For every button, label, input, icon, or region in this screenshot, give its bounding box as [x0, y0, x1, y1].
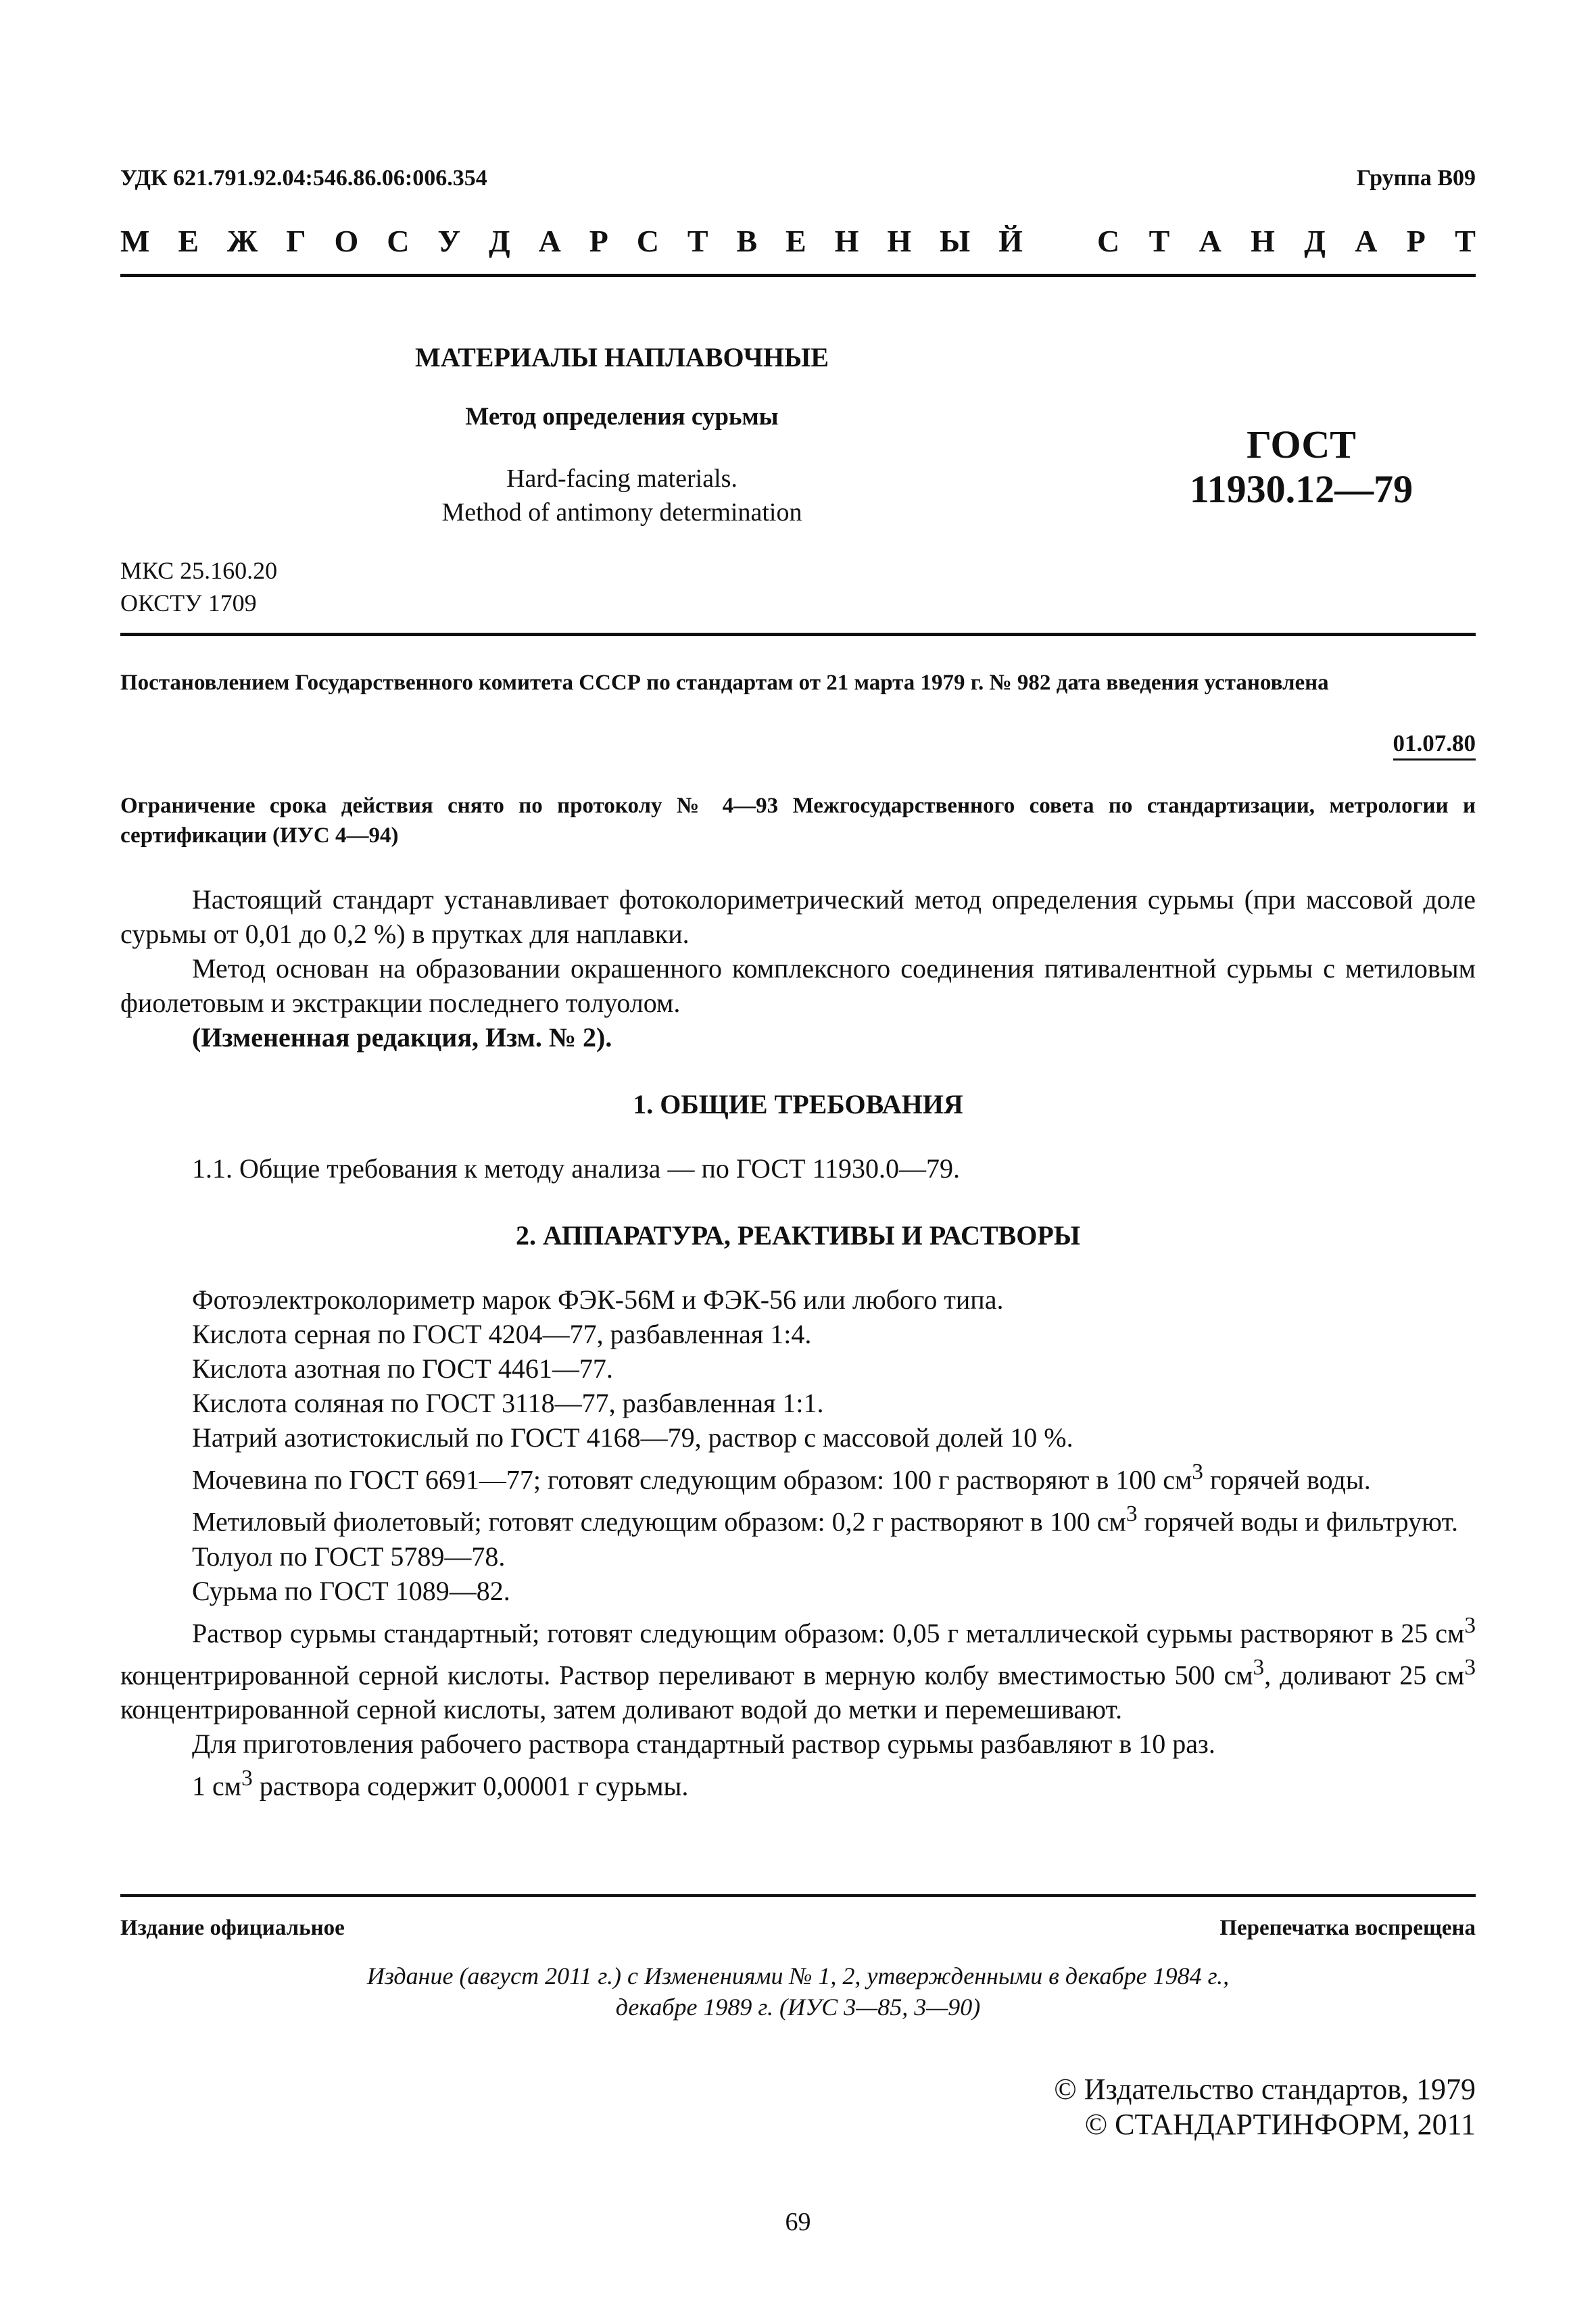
- header-rule: [120, 274, 1476, 277]
- footer-rule: [120, 1894, 1476, 1897]
- banner-letter: С: [1097, 224, 1120, 258]
- gost-number: 11930.12—79: [1189, 467, 1413, 511]
- page-number: 69: [785, 2208, 811, 2236]
- amendment-note: (Измененная редакция, Изм. № 2).: [192, 1022, 612, 1053]
- banner-letter: М: [120, 224, 150, 258]
- reagent-line: Кислота азотная по ГОСТ 4461—77.: [192, 1353, 613, 1384]
- section-1-heading: 1. ОБЩИЕ ТРЕБОВАНИЯ: [633, 1089, 963, 1119]
- banner-letter: Т: [687, 224, 708, 258]
- banner-letter: Н: [1251, 224, 1275, 258]
- reagent-line-urea: Мочевина по ГОСТ 6691—77; готовят следующим образом: 100 г растворяют в 100 $см^3$ горячей воды.: [192, 1459, 1371, 1495]
- document-body: [120, 882, 1476, 1804]
- banner-letter: А: [1355, 224, 1378, 258]
- edition-note: [120, 1960, 1476, 2023]
- intro-paragraph-1: Настоящий стандарт устанавливает фотоколориметрический метод определения сурьмы (при массовой доле сурьмы от 0,01 до 0,2 %) в прутках для наплавки.: [120, 884, 1476, 949]
- gost-label: ГОСТ: [1247, 423, 1356, 466]
- banner-letter: Е: [178, 224, 199, 258]
- standard-solution-paragraph: Раствор сурьмы стандартный; готовят следующим образом: 0,05 г металлической сурьмы растворяют в 25 $см^3$ концентрированной серной кислоты. Раствор переливают в мерную колбу вместимостью 500 $см^3$, доливают 25 $см^3$ концентрированной серной кислоты, затем доливают водой до метки и перемешивают.: [120, 1612, 1476, 1725]
- banner-letter: А: [1199, 224, 1222, 258]
- official-edition-label: Издание официальное: [120, 1916, 345, 1940]
- banner-letter: Д: [489, 224, 510, 258]
- banner-letter: В: [736, 224, 758, 258]
- intro-paragraph-2: Метод основан на образовании окрашенного комплексного соединения пятивалентной сурьмы с метиловым фиолетовым и экстракции последнего толуолом.: [120, 953, 1476, 1018]
- banner-letter: А: [538, 224, 561, 258]
- banner-letter: Ж: [226, 224, 258, 258]
- standard-banner: [120, 223, 1476, 259]
- reagent-line: Толуол по ГОСТ 5789—78.: [192, 1541, 506, 1572]
- banner-letter: Н: [834, 224, 859, 258]
- udk-code: УДК 621.791.92.04:546.86.06:006.354: [120, 166, 487, 191]
- banner-word-interstate: [120, 223, 1023, 259]
- decree-text: Постановлением Государственного комитета СССР по стандартам от 21 марта 1979 г. № 982 дата введения установлена: [120, 671, 1329, 695]
- english-title-line1: Hard-facing materials.: [506, 464, 737, 493]
- edition-note-line1: Издание (август 2011 г.) с Изменениями № 1, 2, утвержденными в декабре 1984 г.,: [366, 1962, 1230, 1989]
- banner-letter: Й: [998, 224, 1023, 258]
- reagent-line: Натрий азотистокислый по ГОСТ 4168—79, раствор с массовой долей 10 %.: [192, 1422, 1073, 1453]
- banner-letter: У: [437, 224, 461, 258]
- concentration-line: 1 $см^3$ раствора содержит 0,00001 г сурьмы.: [192, 1766, 689, 1802]
- banner-letter: Т: [1148, 224, 1170, 258]
- banner-letter: Г: [286, 224, 306, 258]
- mks-code: МКС 25.160.20: [120, 557, 278, 584]
- title-rule: [120, 633, 1476, 636]
- banner-letter: С: [387, 224, 410, 258]
- reagent-line-methyl-violet: Метиловый фиолетовый; готовят следующим образом: 0,2 г растворяют в 100 $см^3$ горячей воды и фильтруют.: [192, 1501, 1458, 1537]
- copyright-block: [1054, 2072, 1476, 2142]
- working-solution-line: Для приготовления рабочего раствора стандартный раствор сурьмы разбавляют в 10 раз.: [192, 1729, 1215, 1760]
- edition-note-line2: декабре 1989 г. (ИУС 3—85, 3—90): [615, 1994, 981, 2021]
- banner-letter: Д: [1304, 224, 1326, 258]
- gost-designation: [1142, 423, 1460, 512]
- limitation-note: Ограничение срока действия снято по протоколу № 4—93 Межгосударственного совета по стандартизации, метрологии и сертификации (ИУС 4—94): [120, 794, 1476, 848]
- banner-letter: Р: [589, 224, 608, 258]
- copyright-line: © Издательство стандартов, 1979: [1054, 2073, 1476, 2106]
- banner-letter: О: [334, 224, 359, 258]
- group-code: Группа В09: [1356, 166, 1476, 191]
- reagent-line: Кислота серная по ГОСТ 4204—77, разбавленная 1:4.: [192, 1319, 812, 1349]
- copyright-line: © СТАНДАРТИНФОРМ, 2011: [1084, 2108, 1476, 2141]
- reagent-line: Сурьма по ГОСТ 1089—82.: [192, 1575, 510, 1606]
- okstu-code: ОКСТУ 1709: [120, 589, 257, 617]
- banner-letter: Р: [1406, 224, 1426, 258]
- document-subtitle: Метод определения сурьмы: [465, 403, 779, 431]
- banner-letter: Н: [887, 224, 912, 258]
- banner-letter: Е: [785, 224, 806, 258]
- classification-codes: [120, 554, 277, 619]
- english-title: [284, 462, 960, 529]
- banner-letter: С: [636, 224, 659, 258]
- banner-word-standard: [1097, 223, 1476, 259]
- apparatus-line: Фотоэлектроколориметр марок ФЭК-56М и ФЭК-56 или любого типа.: [192, 1284, 1004, 1315]
- banner-letter: Т: [1455, 224, 1476, 258]
- banner-letter: Ы: [940, 224, 971, 258]
- reagent-line: Кислота соляная по ГОСТ 3118—77, разбавленная 1:1.: [192, 1388, 824, 1418]
- effective-date: 01.07.80: [1393, 730, 1476, 761]
- section-2-heading: 2. АППАРАТУРА, РЕАКТИВЫ И РАСТВОРЫ: [515, 1220, 1081, 1251]
- section-1-item: 1.1. Общие требования к методу анализа — по ГОСТ 11930.0—79.: [192, 1153, 960, 1184]
- english-title-line2: Method of antimony determination: [441, 498, 802, 527]
- document-title: МАТЕРИАЛЫ НАПЛАВОЧНЫЕ: [414, 342, 829, 372]
- reprint-prohibited-label: Перепечатка воспрещена: [1219, 1916, 1476, 1940]
